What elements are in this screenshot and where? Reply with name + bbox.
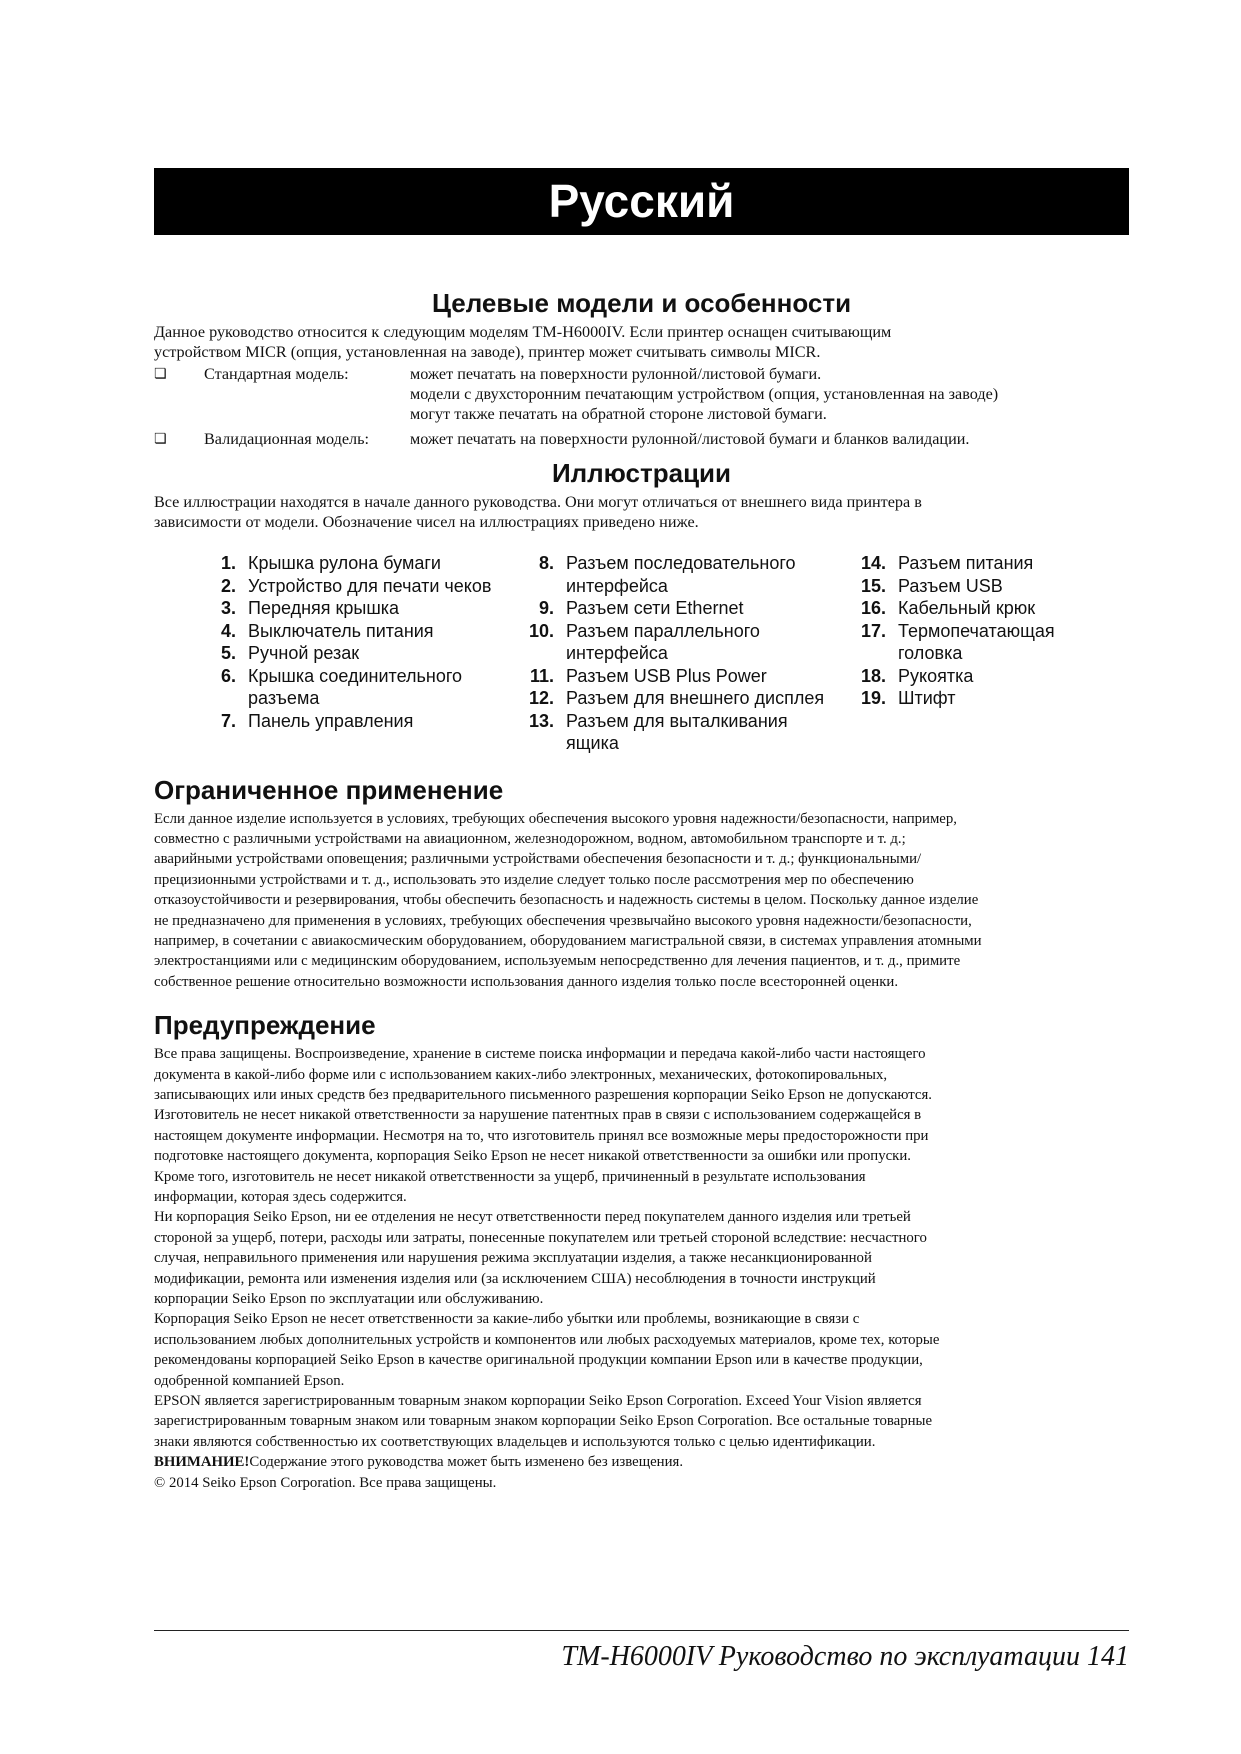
text-line: Если данное изделие используется в условиях, требующих обеспечения высокого уровня надежности/безопасности, например, bbox=[154, 810, 957, 827]
checkbox-bullet-icon: ❏ bbox=[154, 366, 167, 382]
warning-text bbox=[154, 1044, 1129, 1493]
legend-item: 1. Крышка рулона бумаги bbox=[220, 553, 441, 573]
legend-item: 7. Панель управления bbox=[220, 710, 414, 731]
text-line: зарегистрированным товарным знаком или товарным знаком корпорации Seiko Epson Corporation. Все остальные товарные bbox=[154, 1413, 933, 1430]
legend-item: 9. Разъем сети Ethernet bbox=[538, 598, 744, 618]
text-line: случая, неправильного применения или нарушения режима эксплуатации изделия, а также несанкционированной bbox=[154, 1250, 872, 1267]
text-line: собственное решение относительно возможности использования данного изделия только после всесторонней оценки. bbox=[154, 973, 899, 990]
bullet-text: может печатать на поверхности рулонной/листовой бумаги и бланков валидации. bbox=[410, 430, 970, 448]
para-line: устройством MICR (опция, установленная на заводе), принтер может считывать символы MICR. bbox=[154, 343, 821, 361]
legend-item: 5. Ручной резак bbox=[220, 643, 360, 663]
text-line: использованием любых дополнительных устройств и компонентов или любых расходуемых материалов, кроме тех, которые bbox=[154, 1331, 940, 1348]
text-line: корпорации Seiko Epson по эксплуатации или обслуживанию. bbox=[154, 1291, 544, 1308]
legend-item: 19. Штифт bbox=[860, 688, 956, 708]
bullet-text: может печатать на поверхности рулонной/листовой бумаги. bbox=[410, 365, 822, 383]
legend-item: 16. Кабельный крюк bbox=[860, 598, 1036, 618]
legend-item: 13. Разъем для выталкивания ящика bbox=[528, 710, 788, 753]
page-content bbox=[154, 168, 1129, 1493]
footer-title: TM-H6000IV Руководство по эксплуатации 141 bbox=[561, 1641, 1129, 1672]
heading-restricted-use: Ограниченное применение bbox=[154, 774, 504, 805]
copyright-line: © 2014 Seiko Epson Corporation. Все права защищены. bbox=[154, 1474, 497, 1491]
text-line: знаки являются собственностью их соответствующих владельцев и используются только с целью идентификации. bbox=[154, 1433, 876, 1450]
checkbox-bullet-icon: ❏ bbox=[154, 431, 167, 447]
legend-item: 17. Термопечатающая головка bbox=[860, 620, 1055, 663]
legend-item: 12. Разъем для внешнего дисплея bbox=[528, 688, 825, 708]
text-line: Содержание этого руководства может быть изменено без извещения. bbox=[249, 1454, 684, 1471]
text-line: информации, которая здесь содержится. bbox=[154, 1189, 407, 1205]
text-line: Ни корпорация Seiko Epson, ни ее отделения не несут ответственности перед покупателем данного изделия или третьей bbox=[154, 1209, 911, 1226]
text-line: отказоустойчивости и резервирования, чтобы обеспечить безопасность и надежность системы в целом. Поскольку данное изделие bbox=[154, 892, 979, 909]
legend-item: 3. Передняя крышка bbox=[220, 598, 400, 618]
notice-bold: ВНИМАНИЕ! bbox=[154, 1454, 250, 1471]
text-line: Кроме того, изготовитель не несет никакой ответственности за ущерб, причиненный в результате использования bbox=[154, 1168, 866, 1185]
para-line: Все иллюстрации находятся в начале данного руководства. Они могут отличаться от внешнего вида принтера в bbox=[154, 493, 922, 511]
legend-item: 10. Разъем параллельного интерфейса bbox=[528, 620, 760, 663]
heading-illustrations: Иллюстрации bbox=[551, 458, 732, 488]
text-line: рекомендованы корпорацией Seiko Epson в качестве оригинальной продукции компании Epson или в качестве продукции, bbox=[154, 1352, 923, 1369]
text-line: документа в какой-либо форме или с использованием каких-либо электронных, механических, фотокопировальных, bbox=[154, 1066, 888, 1083]
legend-item: 8. Разъем последовательного интерфейса bbox=[538, 553, 796, 596]
bullet-label: Стандартная модель: bbox=[204, 365, 349, 383]
bullet-validation-model bbox=[154, 429, 1129, 449]
text-line: EPSON является зарегистрированным товарным знаком корпорации Seiko Epson Corporation. Exceed Your Vision является bbox=[154, 1393, 922, 1410]
text-line: Все права защищены. Воспроизведение, хранение в системе поиска информации и передача какой-либо части настоящего bbox=[154, 1046, 926, 1063]
page-footer bbox=[154, 1630, 1129, 1673]
text-line: модификации, ремонта или изменения изделия или (за исключением США) несоблюдения в точности инструкций bbox=[154, 1270, 876, 1287]
legend-item: 11. Разъем USB Plus Power bbox=[529, 665, 767, 686]
heading-warning: Предупреждение bbox=[154, 1010, 376, 1041]
text-line: записывающих или иных средств без предварительного письменного разрешения корпорации Seiko Epson не допускаются. bbox=[154, 1086, 932, 1103]
text-line: подготовке настоящего документа, корпорация Seiko Epson не несет никакой ответственности за ошибки или пропуски. bbox=[154, 1148, 911, 1165]
text-line: не предназначено для применения в условиях, требующих обеспечения чрезвычайно высокого уровня надежности/безопасности, bbox=[154, 912, 972, 929]
model-list bbox=[154, 364, 1129, 449]
bullet-label: Валидационная модель: bbox=[204, 430, 369, 448]
legend-item: 4. Выключатель питания bbox=[220, 620, 434, 641]
bullet-text: модели с двухсторонним печатающим устройством (опция, установленная на заводе) bbox=[410, 385, 999, 403]
text-line: одобренной компанией Epson. bbox=[154, 1372, 345, 1389]
legend-item: 2. Устройство для печати чеков bbox=[220, 575, 492, 596]
legend-item: 6. Крышка соединительного разъема bbox=[220, 665, 463, 708]
text-line: электростанциями или с медицинским оборудованием, используемым непосредственно для лечения пациентов, и т. д., примите bbox=[154, 953, 961, 970]
heading-target-models: Целевые модели и особенности bbox=[431, 288, 852, 318]
bullet-standard-model bbox=[154, 364, 1129, 424]
notice-line bbox=[154, 1452, 1129, 1472]
legend-item: 15. Разъем USB bbox=[860, 575, 1003, 596]
text-line: стороной за ущерб, потери, расходы или затраты, понесенные покупателем или третьей стороной вследствие: несчастного bbox=[154, 1229, 927, 1246]
restricted-use-text bbox=[154, 809, 1129, 993]
legend-item: 14. Разъем питания bbox=[860, 553, 1034, 573]
para-line: зависимости от модели. Обозначение чисел на иллюстрациях приведено ниже. bbox=[154, 513, 699, 531]
para-line: Данное руководство относится к следующим моделям TM-H6000IV. Если принтер оснащен считывающим bbox=[154, 323, 892, 341]
legend-item: 18. Рукоятка bbox=[860, 665, 974, 686]
text-line: например, в сочетании с авиакосмическим оборудованием, оборудованием магистральной связи, в системах управления атомными bbox=[154, 932, 982, 949]
bullet-text: могут также печатать на обратной стороне листовой бумаги. bbox=[410, 405, 827, 423]
language-banner: Русский bbox=[154, 168, 1129, 235]
text-line: настоящем документе информации. Несмотря на то, что изготовитель принял все возможные меры предосторожности при bbox=[154, 1127, 929, 1144]
text-line: Корпорация Seiko Epson не несет ответственности за какие-либо убытки или проблемы, возникающие в связи с bbox=[154, 1311, 860, 1328]
text-line: Изготовитель не несет никакой ответственности за нарушение патентных прав в связи с использованием содержащейся в bbox=[154, 1107, 922, 1124]
text-line: аварийными устройствами оповещения; различными устройствами обеспечения безопасности и т. д.; функциональными/ bbox=[154, 851, 922, 868]
illustration-legend bbox=[200, 552, 1129, 755]
text-line: совместно с различными устройствами на авиационном, железнодорожном, водном, автомобильном транспорте и т. д.; bbox=[154, 830, 906, 847]
text-line: прецизионными устройствами и т. д., использовать это изделие следует только после рассмотрения мер по обеспечению bbox=[154, 871, 914, 888]
